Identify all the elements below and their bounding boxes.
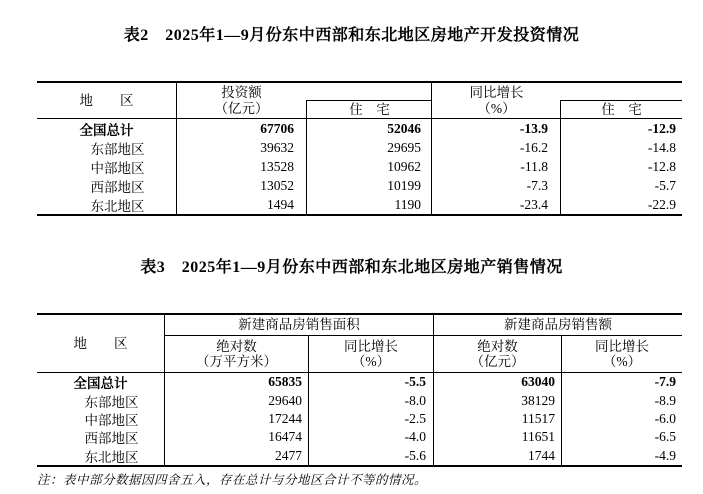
table-row [37,176,682,195]
table3-header-amount-growth: 同比增长 （%） [595,339,649,369]
value-cell: 11517 [434,410,562,428]
region-cell: 西部地区 [37,176,177,195]
table3-title: 表3 2025年1—9月份东中西部和东北地区房地产销售情况 [140,259,563,276]
table3-header-area-absolute: 绝对数 （万平方米） [165,336,309,372]
table3-header-area-growth: 同比增长 （%） [309,336,434,372]
table3-header [37,315,682,373]
table2-header-investment-residential: 住 宅 [306,100,432,118]
table3-sales [37,313,682,467]
value-cell: -5.5 [309,373,434,391]
region-cell: 全国总计 [37,119,177,138]
table3-header-sales-amount-group: 新建商品房销售额 [434,315,682,336]
value-cell: 29695 [307,138,432,157]
table3-header-region: 地 区 [37,315,165,372]
region-cell: 全国总计 [37,373,165,391]
table-row [37,157,682,176]
table3-header-amount-absolute: 绝对数 （亿元） [434,336,562,372]
value-cell: -12.8 [647,158,676,174]
table2-header-growth-residential: 住 宅 [560,100,682,118]
region-cell: 东北地区 [37,195,177,214]
table-row [37,373,682,391]
value-cell: -4.9 [654,447,676,463]
table-row [37,410,682,428]
region-cell: 东北地区 [37,447,165,465]
value-cell: -22.9 [647,196,676,212]
value-cell: -4.0 [309,428,434,446]
table-row [37,391,682,409]
value-cell: 65835 [165,373,309,391]
region-cell: 中部地区 [37,157,177,176]
value-cell: -16.2 [432,138,561,157]
value-cell: -5.6 [309,447,434,465]
value-cell: 1494 [177,195,307,214]
value-cell: -13.9 [432,119,561,138]
region-cell: 中部地区 [37,410,165,428]
value-cell: -11.8 [432,157,561,176]
value-cell: 39632 [177,138,307,157]
region-cell: 西部地区 [37,428,165,446]
value-cell: 11651 [434,428,562,446]
value-cell: 63040 [434,373,562,391]
table2-header-investment: 投资额 （亿元） [214,84,269,116]
value-cell: 13052 [177,176,307,195]
table3-header-sales-area-group: 新建商品房销售面积 [165,315,434,336]
table-row [37,428,682,446]
table2-header-growth: 同比增长 （%） [431,83,561,118]
value-cell: 67706 [177,119,307,138]
table2-header-region: 地 区 [37,83,177,118]
region-cell: 东部地区 [37,138,177,157]
value-cell: -7.9 [654,374,676,390]
table-row [37,138,682,157]
table-row [37,119,682,138]
value-cell: -6.0 [654,410,676,426]
value-cell: 38129 [434,391,562,409]
value-cell: -8.0 [309,391,434,409]
table-row [37,447,682,465]
value-cell: 13528 [177,157,307,176]
value-cell: -2.5 [309,410,434,428]
value-cell: 52046 [307,119,432,138]
value-cell: 1190 [307,195,432,214]
value-cell: 10199 [307,176,432,195]
footnote: 注：表中部分数据因四舍五入，存在总计与分地区合计不等的情况。 [37,473,428,487]
value-cell: -12.9 [647,120,676,136]
table2-investment [37,81,682,216]
region-cell: 东部地区 [37,391,165,409]
value-cell: -8.9 [654,392,676,408]
value-cell: 17244 [165,410,309,428]
value-cell: 1744 [434,447,562,465]
value-cell: -14.8 [647,139,676,155]
table2-title: 表2 2025年1—9月份东中西部和东北地区房地产开发投资情况 [123,27,580,44]
value-cell: -7.3 [432,176,561,195]
table-row [37,195,682,214]
value-cell: 16474 [165,428,309,446]
value-cell: -6.5 [654,429,676,445]
value-cell: -23.4 [432,195,561,214]
table2-header [37,83,682,119]
value-cell: 29640 [165,391,309,409]
value-cell: 10962 [307,157,432,176]
value-cell: -5.7 [654,177,676,193]
value-cell: 2477 [165,447,309,465]
